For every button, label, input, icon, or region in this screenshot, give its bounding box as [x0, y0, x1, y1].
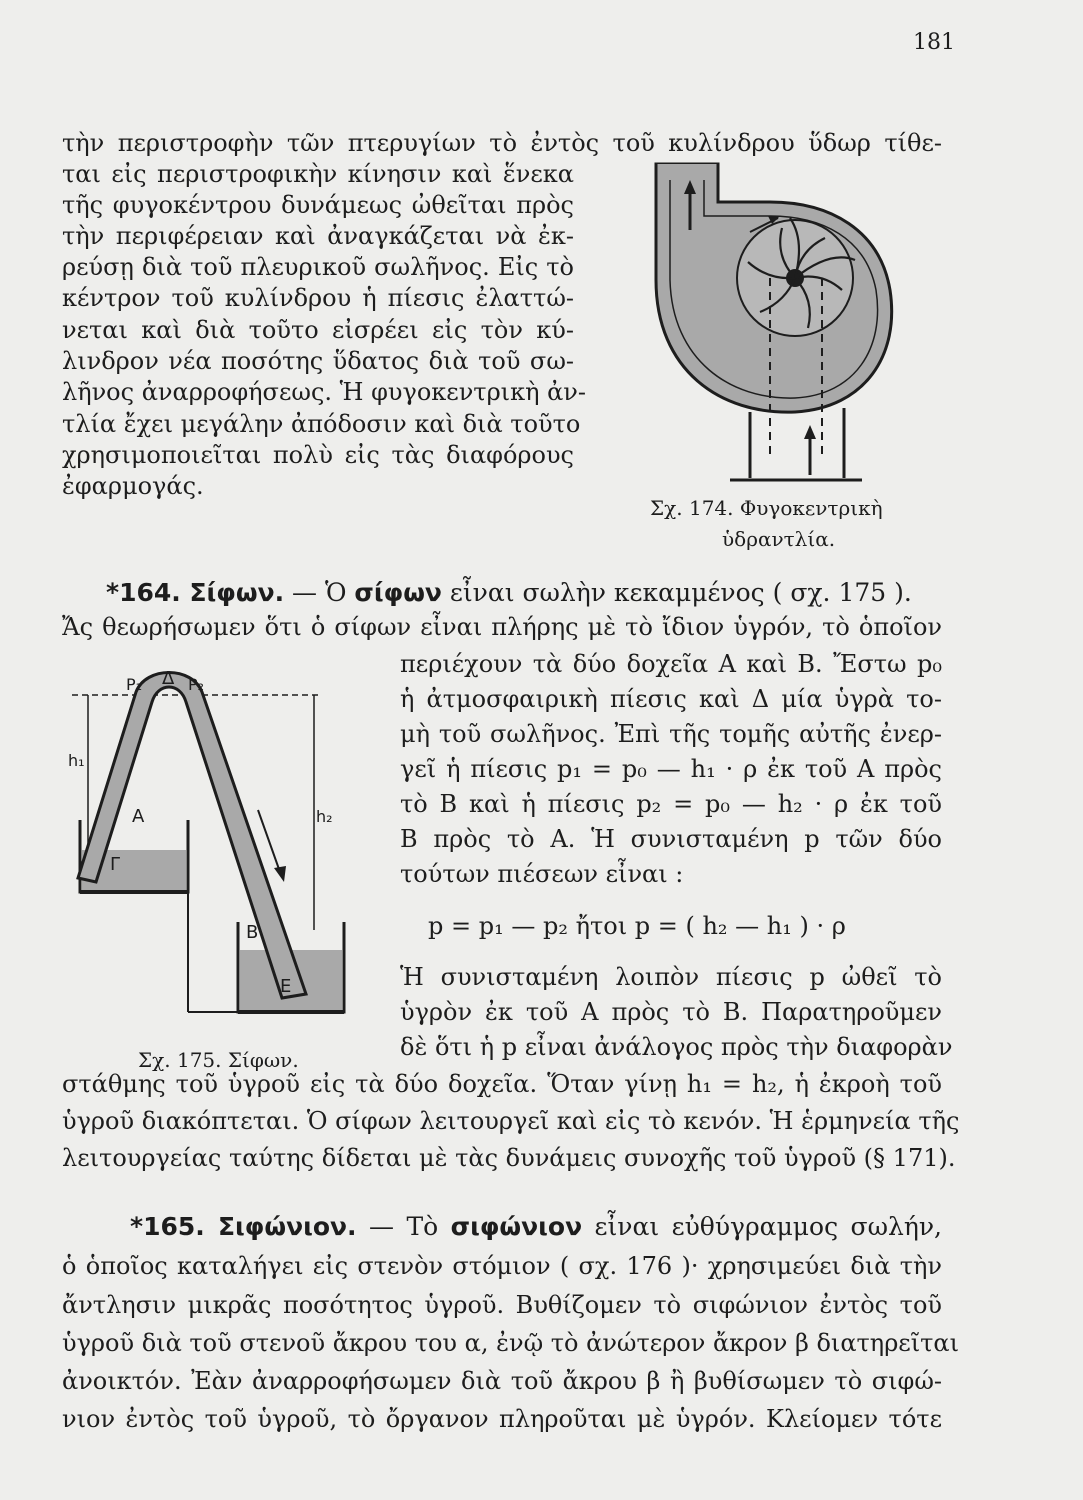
text-line: ἡ ἀτμοσφαιρικὴ πίεσις καὶ Δ μία ὑγρὰ το-	[400, 685, 942, 713]
text-line: ὑγρὸν ἐκ τοῦ Α πρὸς τὸ Β. Παρατηροῦμεν	[400, 998, 942, 1026]
text-line: ἄντλησιν μικρᾶς ποσότητος ὑγροῦ. Βυθίζομεν τὸ σιφώνιον ἐντὸς τοῦ	[62, 1291, 942, 1319]
figure-175-siphon	[62, 660, 362, 1030]
text-line: γεῖ ἡ πίεσις p₁ = p₀ — h₁ · ρ ἐκ τοῦ Α πρὸς	[400, 755, 942, 783]
figure-175-caption: Σχ. 175. Σίφων.	[138, 1048, 299, 1072]
text-line: ρεύσῃ διὰ τοῦ πλευρικοῦ σωλῆνος. Εἰς τὸ	[62, 253, 574, 281]
text-line: κέντρον τοῦ κυλίνδρου ἡ πίεσις ἐλαττώ-	[62, 284, 574, 312]
text-line: τλία ἔχει μεγάλην ἀπόδοσιν καὶ διὰ τοῦτο	[62, 410, 581, 438]
section-164-rest: εἶναι σωλὴν κεκαμμένος ( σχ. 175 ).	[441, 578, 912, 607]
text-line: ἐφαρμογάς.	[62, 472, 204, 500]
label-h1: h₁	[68, 751, 85, 770]
formula: p = p₁ — p₂ ἤτοι p = ( h₂ — h₁ ) · ρ	[428, 912, 846, 940]
figure-174-centrifugal-pump	[600, 150, 930, 490]
text-line: τῆς φυγοκέντρου δυνάμεως ὠθεῖται πρὸς	[62, 191, 574, 219]
text-line: ἀνοικτόν. Ἐὰν ἀναρροφήσωμεν διὰ τοῦ ἄκρου β ἢ βυθίσωμεν τὸ σιφώ-	[62, 1367, 942, 1395]
figure-174-caption-line2: ὑδραντλία.	[722, 527, 836, 551]
text-line: Ἡ συνισταμένη λοιπὸν πίεσις p ὠθεῖ τὸ	[400, 963, 942, 991]
text-line: ται εἰς περιστροφικὴν κίνησιν καὶ ἕνεκα	[62, 160, 574, 188]
section-165-rest: εἶναι εὐθύγραμμος σωλήν,	[582, 1212, 942, 1241]
section-164-dash: — Ὁ	[284, 578, 355, 607]
label-p1: P₁	[126, 675, 143, 694]
label-G: Γ	[110, 854, 121, 875]
section-165-number: *165. Σιφώνιον.	[130, 1212, 357, 1241]
label-p2: P₂	[188, 675, 205, 694]
label-E: E	[280, 976, 292, 997]
label-A: A	[132, 806, 145, 827]
text-line: ὑγροῦ διακόπτεται. Ὁ σίφων λειτουργεῖ καὶ εἰς τὸ κενόν. Ἡ ἑρμηνεία τῆς	[62, 1107, 960, 1135]
text-line: ὁ ὁποῖος καταλήγει εἰς στενὸν στόμιον ( σχ. 176 )· χρησιμεύει διὰ τὴν	[62, 1252, 942, 1280]
section-165-heading	[130, 1212, 942, 1242]
text-line: λῆνος ἀναρροφήσεως. Ἡ φυγοκεντρικὴ ἀν-	[62, 378, 587, 406]
text-line: δὲ ὅτι ἡ p εἶναι ἀνάλογος πρὸς τὴν διαφορὰν	[400, 1033, 953, 1061]
label-delta: Δ	[162, 668, 175, 689]
section-165-dash: — Τὸ	[356, 1212, 451, 1241]
label-B: B	[246, 922, 259, 943]
text-line: μὴ τοῦ σωλῆνος. Ἐπὶ τῆς τομῆς αὐτῆς ἐνερ-	[400, 720, 942, 748]
text-line: τὸ Β καὶ ἡ πίεσις p₂ = p₀ — h₂ · ρ ἐκ τοῦ	[400, 790, 942, 818]
text-line: στάθμης τοῦ ὑγροῦ εἰς τὰ δύο δοχεῖα. Ὅταν γίνῃ h₁ = h₂, ἡ ἐκροὴ τοῦ	[62, 1070, 942, 1098]
section-165-term: σιφώνιον	[450, 1212, 583, 1241]
text-line: τὴν περιφέρειαν καὶ ἀναγκάζεται νὰ ἐκ-	[62, 222, 574, 250]
text-line: λειτουργείας ταύτης δίδεται μὲ τὰς δυνάμεις συνοχῆς τοῦ ὑγροῦ (§ 171).	[62, 1144, 956, 1172]
section-164-term: σίφων	[354, 578, 442, 607]
text-line: χρησιμοποιεῖται πολὺ εἰς τὰς διαφόρους	[62, 441, 574, 469]
text-line: τὴν περιστροφὴν τῶν πτερυγίων τὸ ἐντὸς τοῦ κυλίνδρου ὕδωρ τίθε-	[62, 129, 942, 157]
figure-174-caption: Σχ. 174. Φυγοκεντρικὴ	[650, 496, 883, 520]
text-line: Ἄς θεωρήσωμεν ὅτι ὁ σίφων εἶναι πλήρης μὲ τὸ ἴδιον ὑγρόν, τὸ ὁποῖον	[62, 613, 942, 641]
text-line: νεται καὶ διὰ τοῦτο εἰσρέει εἰς τὸν κύ-	[62, 316, 574, 344]
text-line: τούτων πιέσεων εἶναι :	[400, 860, 684, 888]
page-number: 181	[913, 30, 955, 55]
section-164-heading	[106, 578, 912, 608]
text-line: ὑγροῦ διὰ τοῦ στενοῦ ἄκρου του α, ἐνῷ τὸ ἀνώτερον ἄκρον β διατηρεῖται	[62, 1329, 960, 1357]
text-line: λινδρον νέα ποσότης ὕδατος διὰ τοῦ σω-	[62, 347, 574, 375]
label-h2: h₂	[316, 807, 333, 826]
text-line: νιον ἐντὸς τοῦ ὑγροῦ, τὸ ὄργανον πληροῦται μὲ ὑγρόν. Κλείομεν τότε	[62, 1405, 942, 1433]
text-line: Β πρὸς τὸ Α. Ἡ συνισταμένη p τῶν δύο	[400, 825, 942, 853]
text-line: περιέχουν τὰ δύο δοχεῖα Α καὶ Β. Ἔστω p₀	[400, 650, 942, 678]
section-164-number: *164. Σίφων.	[106, 578, 285, 607]
